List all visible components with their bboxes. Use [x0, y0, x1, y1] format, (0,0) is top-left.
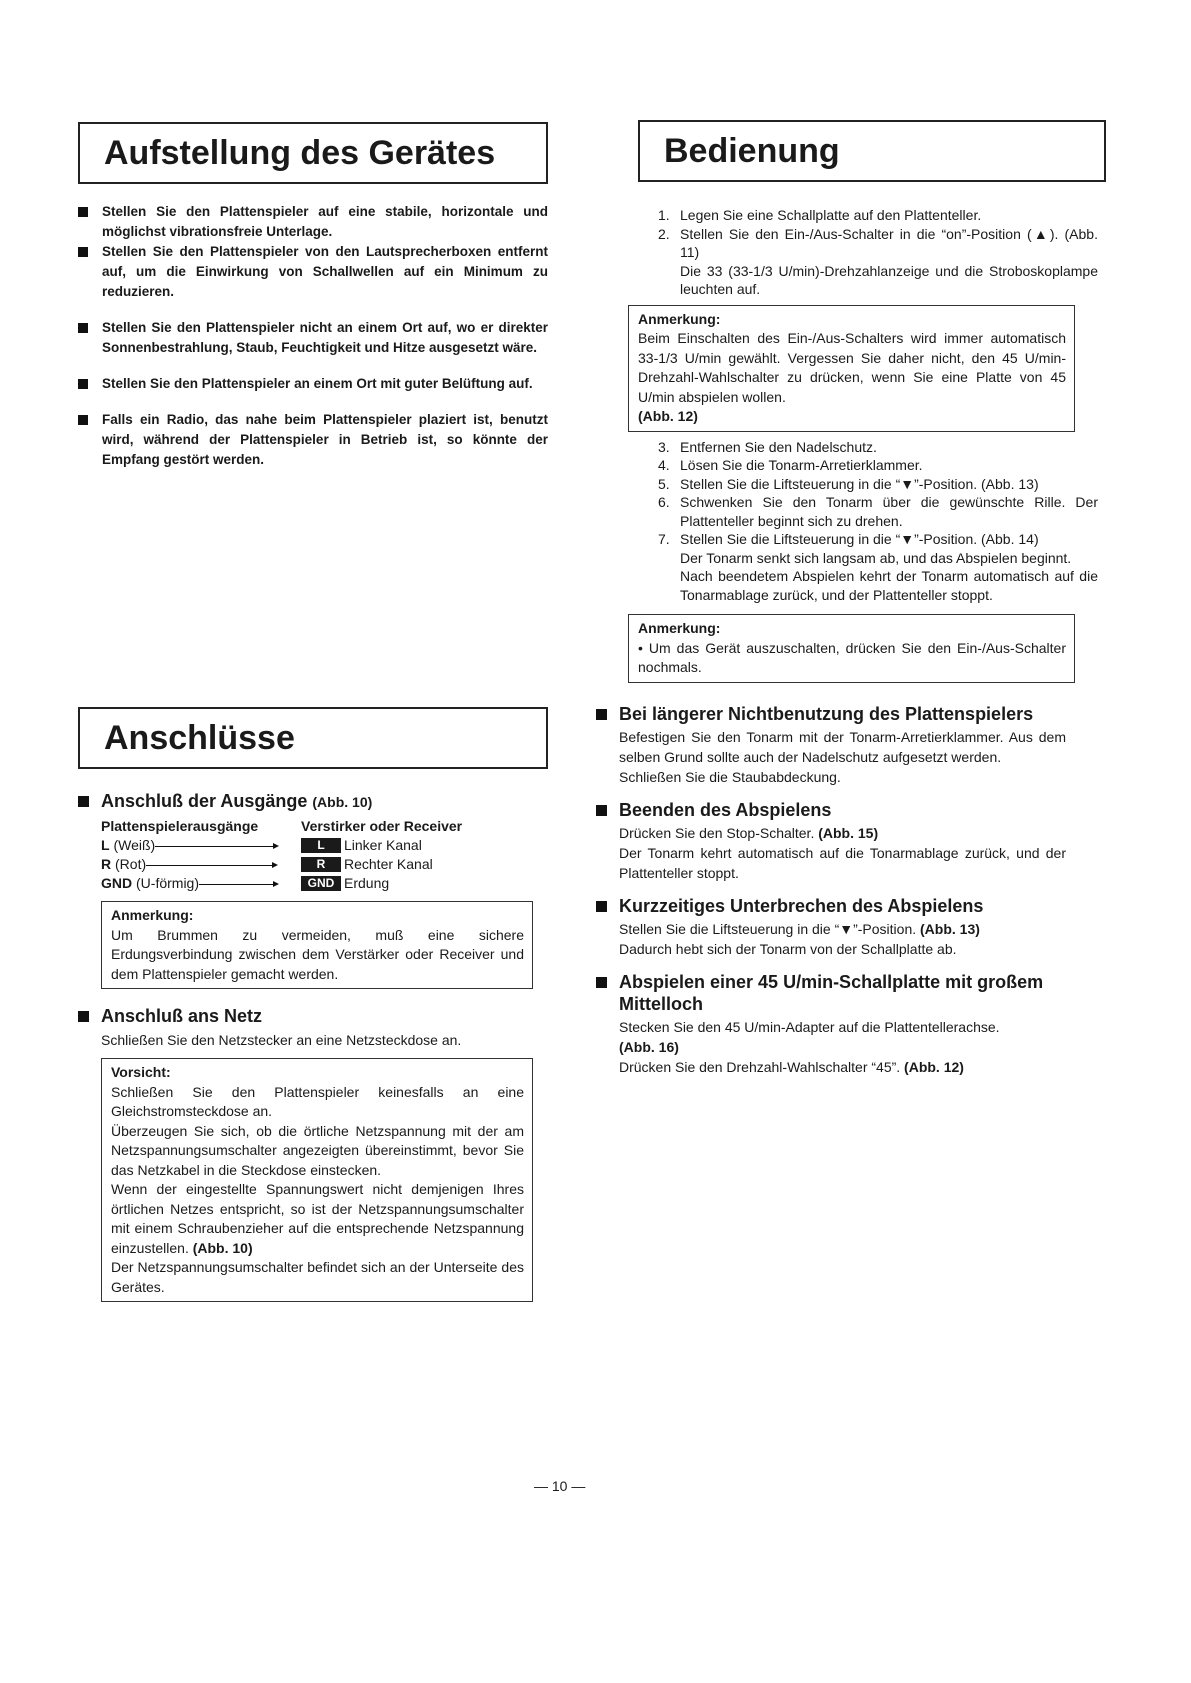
- step-item: 3. Entfernen Sie den Nadelschutz.: [658, 438, 877, 455]
- connections-section: [78, 790, 548, 1302]
- outputs-table-row: GND (U-förmig) GND Erdung: [101, 875, 390, 891]
- outputs-table-row: R (Rot) R Rechter Kanal: [101, 856, 433, 872]
- bullet-square-icon: [596, 709, 607, 720]
- big-hole-text: Stecken Sie den 45 U/min-Adapter auf die Plattentellerachse. (Abb. 16) Drücken Sie den Drehzahl-Wahlschalter “45”. (Abb. 12): [619, 1018, 1000, 1075]
- bullet-square-icon: [596, 977, 607, 988]
- outputs-table-header: Plattenspielerausgänge Verstirker oder Receiver: [101, 818, 463, 834]
- mains-caution: Vorsicht: Schließen Sie den Plattenspieler keinesfalls an eine Gleichstromsteckdose an. Überzeugen Sie sich, ob die örtliche Netzspannung mit der am Netzspannungsumschalter angezeigten übereinstimmt, bevor Sie das Netzkabel in die Steckdose einstecken. Wenn der eingestellte Spannungswert nicht demjenigen Ihres örtlichen Netzes entspricht, so ist der Netzspannungsumschalter mit einem Schraubenzieher auf die entsprechende Netzspannung einzustellen. (Abb. 10) Der Netzspannungsumschalter befindet sich an der Unterseite des Gerätes.: [101, 1058, 533, 1302]
- operation-note-2: Anmerkung: • Um das Gerät auszuschalten, drücken Sie den Ein-/Aus-Schalter nochmals.: [628, 614, 1075, 683]
- page-number: — 10 —: [534, 1478, 586, 1494]
- arrow-right-icon: [199, 884, 277, 885]
- mains-heading: Anschluß ans Netz: [78, 1005, 548, 1027]
- setup-bullet: Stellen Sie den Plattenspieler auf eine stabile, horizontale und möglichst vibrationsfreie Unterlage.: [78, 202, 548, 242]
- end-text: Drücken Sie den Stop-Schalter. (Abb. 15) Der Tonarm kehrt automatisch auf die Tonarmablage zurück, und der Plattenteller stoppt.: [619, 824, 1066, 881]
- operation-subsections: [596, 703, 1066, 1077]
- operation-note-1: Anmerkung: Beim Einschalten des Ein-/Aus-Schalters wird immer automatisch 33-1/3 U/min gewählt. Vergessen Sie daher nicht, den 45 U/min-Drehzahl-Wahlschalter zu drücken, wenn Sie eine Platte von 45 U/min abspielen wollen. (Abb. 12): [628, 305, 1075, 432]
- steps-list-b: [658, 438, 1098, 605]
- outputs-table-row: L (Weiß) L Linker Kanal: [101, 837, 422, 853]
- bullet-square-icon: [596, 901, 607, 912]
- right-column: [619, 120, 1110, 1077]
- end-heading: Beenden des Abspielens: [596, 799, 1066, 821]
- outputs-table: [101, 817, 548, 893]
- connections-title: Anschlüsse: [78, 707, 548, 769]
- left-column: [78, 122, 548, 1295]
- arrow-right-icon: [155, 846, 277, 847]
- bullet-square-icon: [78, 207, 88, 217]
- arrow-right-icon: [146, 865, 276, 866]
- nonuse-heading: Bei längerer Nichtbenutzung des Plattenspielers: [596, 703, 1066, 725]
- setup-bullet: Stellen Sie den Plattenspieler nicht an einem Ort auf, wo er direkter Sonnenbestrahlung, Staub, Feuchtigkeit und Hitze ausgesetzt wäre.: [78, 318, 548, 358]
- step-item: 4. Lösen Sie die Tonarm-Arretierklammer.: [658, 457, 923, 473]
- step-item: 5. Stellen Sie die Liftsteuerung in die “▼”-Position. (Abb. 13): [658, 475, 1039, 492]
- nonuse-text: Befestigen Sie den Tonarm mit der Tonarm-Arretierklammer. Aus dem selben Grund sollte auch der Nadelschutz aufgesetzt werden. Schließen Sie die Staubabdeckung.: [619, 728, 1066, 785]
- setup-bullet-list: [78, 202, 548, 470]
- big-hole-heading: Abspielen einer 45 U/min-Schallplatte mit großem Mittelloch: [596, 971, 1066, 1015]
- bullet-square-icon: [596, 805, 607, 816]
- operation-title: Bedienung: [638, 120, 1106, 182]
- setup-bullet: Stellen Sie den Plattenspieler von den Lautsprecherboxen entfernt auf, um die Einwirkung von Schallwellen auf ein Minimum zu reduzieren.: [78, 242, 548, 302]
- bullet-square-icon: [78, 1011, 89, 1022]
- setup-title: Aufstellung des Gerätes: [78, 122, 548, 184]
- setup-bullet: Falls ein Radio, das nahe beim Plattenspieler plaziert ist, benutzt wird, während der Plattenspieler in Betrieb ist, so könnte der Empfang gestört werden.: [78, 410, 548, 470]
- mains-text: Schließen Sie den Netzstecker an eine Netzsteckdose an.: [101, 1032, 462, 1048]
- step-item: 1. Legen Sie eine Schallplatte auf den Plattenteller.: [658, 207, 982, 223]
- step-item: 6. Schwenken Sie den Tonarm über die gewünschte Rille. Der Plattenteller beginnt sich zu drehen.: [658, 494, 1098, 529]
- bullet-square-icon: [78, 247, 88, 257]
- bullet-square-icon: [78, 415, 88, 425]
- outputs-note: Anmerkung: Um Brummen zu vermeiden, muß eine sichere Erdungsverbindung zwischen dem Verstärker oder Receiver und dem Plattenspieler gemacht werden.: [101, 901, 533, 989]
- outputs-heading: Anschluß der Ausgänge (Abb. 10): [78, 790, 548, 813]
- bullet-square-icon: [78, 796, 89, 807]
- steps-list-a: [658, 206, 1098, 299]
- step-item: 2. Stellen Sie den Ein-/Aus-Schalter in die “on”-Position (▲). (Abb. 11) Die 33 (33-1/3 U/min)-Drehzahlanzeige und die Stroboskoplampe leuchten auf.: [658, 225, 1098, 297]
- bullet-square-icon: [78, 323, 88, 333]
- pause-text: Stellen Sie die Liftsteuerung in die “▼”-Position. (Abb. 13) Dadurch hebt sich der Tonarm von der Schallplatte ab.: [619, 920, 980, 957]
- setup-bullet: Stellen Sie den Plattenspieler an einem Ort mit guter Belüftung auf.: [78, 374, 548, 394]
- bullet-square-icon: [78, 379, 88, 389]
- pause-heading: Kurzzeitiges Unterbrechen des Abspielens: [596, 895, 1066, 917]
- step-item: 7. Stellen Sie die Liftsteuerung in die “▼”-Position. (Abb. 14) Der Tonarm senkt sich langsam ab, und das Abspielen beginnt. Nach beendetem Abspielen kehrt der Tonarm automatisch auf die Tonarmablage zurück, und der Plattenteller stoppt.: [658, 531, 1098, 603]
